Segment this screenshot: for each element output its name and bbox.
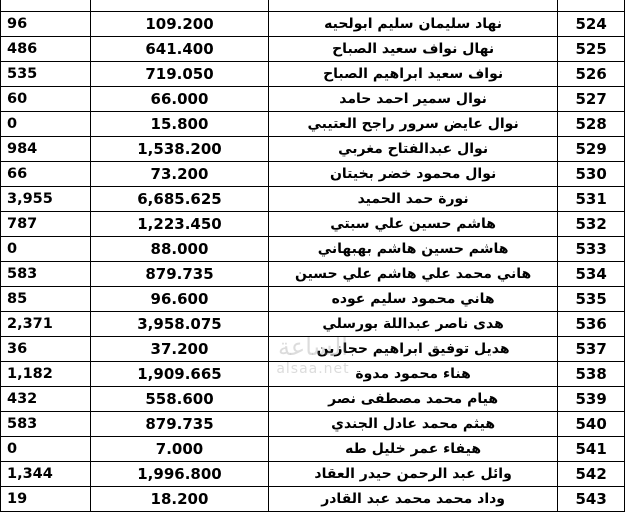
cell-name: نوال عايض سرور راجح العتيبي [268,112,557,137]
cell-amount: 583 [1,412,91,437]
table-row [1,362,625,387]
table-row [1,137,625,162]
cell-name: هدى ناصر عبداللة بورسلي [268,312,557,337]
cell-serial-number: 525 [558,37,625,62]
cell-value [91,0,269,12]
shareholder-table-body [1,0,625,512]
cell-serial-number: 531 [558,187,625,212]
cell-serial-number: 532 [558,212,625,237]
cell-amount: 583 [1,262,91,287]
cell-serial-number: 540 [558,412,625,437]
cell-amount: 787 [1,212,91,237]
table-row [1,337,625,362]
cell-serial-number: 530 [558,162,625,187]
cell-serial-number: 541 [558,437,625,462]
table-row [1,412,625,437]
cell-name: هاني محمد علي هاشم علي حسين [268,262,557,287]
cell-value: 109.200 [91,12,269,37]
cell-amount: 432 [1,387,91,412]
cell-name: هيثم محمد عادل الجندي [268,412,557,437]
table-row [1,212,625,237]
cell-value: 66.000 [91,87,269,112]
table-row [1,87,625,112]
cell-serial-number [558,0,625,12]
table-row [1,262,625,287]
watermark-latin: alsaa.net [276,361,350,377]
cell-name: نورة حمد الحميد [268,187,557,212]
cell-serial-number: 539 [558,387,625,412]
cell-serial-number: 528 [558,112,625,137]
cell-value: 88.000 [91,237,269,262]
cell-serial-number: 536 [558,312,625,337]
table-row [1,237,625,262]
cell-value: 879.735 [91,262,269,287]
table-row [1,112,625,137]
cell-name: نوال محمود خضر بخيتان [268,162,557,187]
cell-name: هيام محمد مصطفى نصر [268,387,557,412]
cell-serial-number: 534 [558,262,625,287]
cell-serial-number: 526 [558,62,625,87]
table-row [1,37,625,62]
cell-name: نهاد سليمان سليم ابولحيه [268,12,557,37]
table-row [1,462,625,487]
cell-amount: 984 [1,137,91,162]
table-row [1,62,625,87]
cell-serial-number: 542 [558,462,625,487]
cell-name [268,0,557,12]
cell-value: 1,996.800 [91,462,269,487]
cell-amount: 1,344 [1,462,91,487]
cell-value: 719.050 [91,62,269,87]
table-row [1,287,625,312]
cell-amount: 85 [1,287,91,312]
cell-name: هناء محمود مدوة [268,362,557,387]
cell-amount: 19 [1,487,91,512]
cell-name: نواف سعيد ابراهيم الصباح [268,62,557,87]
cell-name: نهال نواف سعيد الصباح [268,37,557,62]
cell-name: هديل توفيق ابراهيم حجازين [268,337,557,362]
cell-amount: 1,182 [1,362,91,387]
cell-serial-number: 535 [558,287,625,312]
table-row [1,162,625,187]
cell-amount: 36 [1,337,91,362]
cell-value: 37.200 [91,337,269,362]
cell-value: 73.200 [91,162,269,187]
cell-name: هاشم حسين علي سبتي [268,212,557,237]
cell-serial-number: 533 [558,237,625,262]
cell-amount: 0 [1,112,91,137]
cell-amount: 2,371 [1,312,91,337]
table-row [1,387,625,412]
cell-name: هاني محمود سليم عوده [268,287,557,312]
table-row [1,312,625,337]
cell-amount: 0 [1,437,91,462]
cell-amount [1,0,91,12]
cell-amount: 3,955 [1,187,91,212]
cell-serial-number: 524 [558,12,625,37]
cell-value: 18.200 [91,487,269,512]
cell-name: هاشم حسين هاشم بهبهاني [268,237,557,262]
cell-amount: 535 [1,62,91,87]
cell-value: 6,685.625 [91,187,269,212]
cell-amount: 0 [1,237,91,262]
table-row [1,437,625,462]
cell-value: 7.000 [91,437,269,462]
cell-serial-number: 537 [558,337,625,362]
cell-amount: 60 [1,87,91,112]
cell-serial-number: 538 [558,362,625,387]
cell-value: 879.735 [91,412,269,437]
cell-name: وائل عبد الرحمن حيدر العقاد [268,462,557,487]
cell-value: 1,909.665 [91,362,269,387]
cell-serial-number: 529 [558,137,625,162]
table-row [1,487,625,512]
cell-serial-number: 527 [558,87,625,112]
cell-amount: 486 [1,37,91,62]
cell-value: 1,538.200 [91,137,269,162]
cell-serial-number: 543 [558,487,625,512]
cell-value: 3,958.075 [91,312,269,337]
cell-name: وداد محمد محمد عبد القادر [268,487,557,512]
watermark-arabic: الساعة [278,333,348,361]
table-row [1,0,625,12]
cell-value: 96.600 [91,287,269,312]
cell-amount: 66 [1,162,91,187]
cell-value: 641.400 [91,37,269,62]
table-row [1,187,625,212]
cell-value: 1,223.450 [91,212,269,237]
cell-name: هيفاء عمر خليل طه [268,437,557,462]
cell-value: 558.600 [91,387,269,412]
cell-value: 15.800 [91,112,269,137]
cell-amount: 96 [1,12,91,37]
table-row [1,12,625,37]
cell-name: نوال عبدالفتاح مغربي [268,137,557,162]
cell-name: نوال سمير احمد حامد [268,87,557,112]
